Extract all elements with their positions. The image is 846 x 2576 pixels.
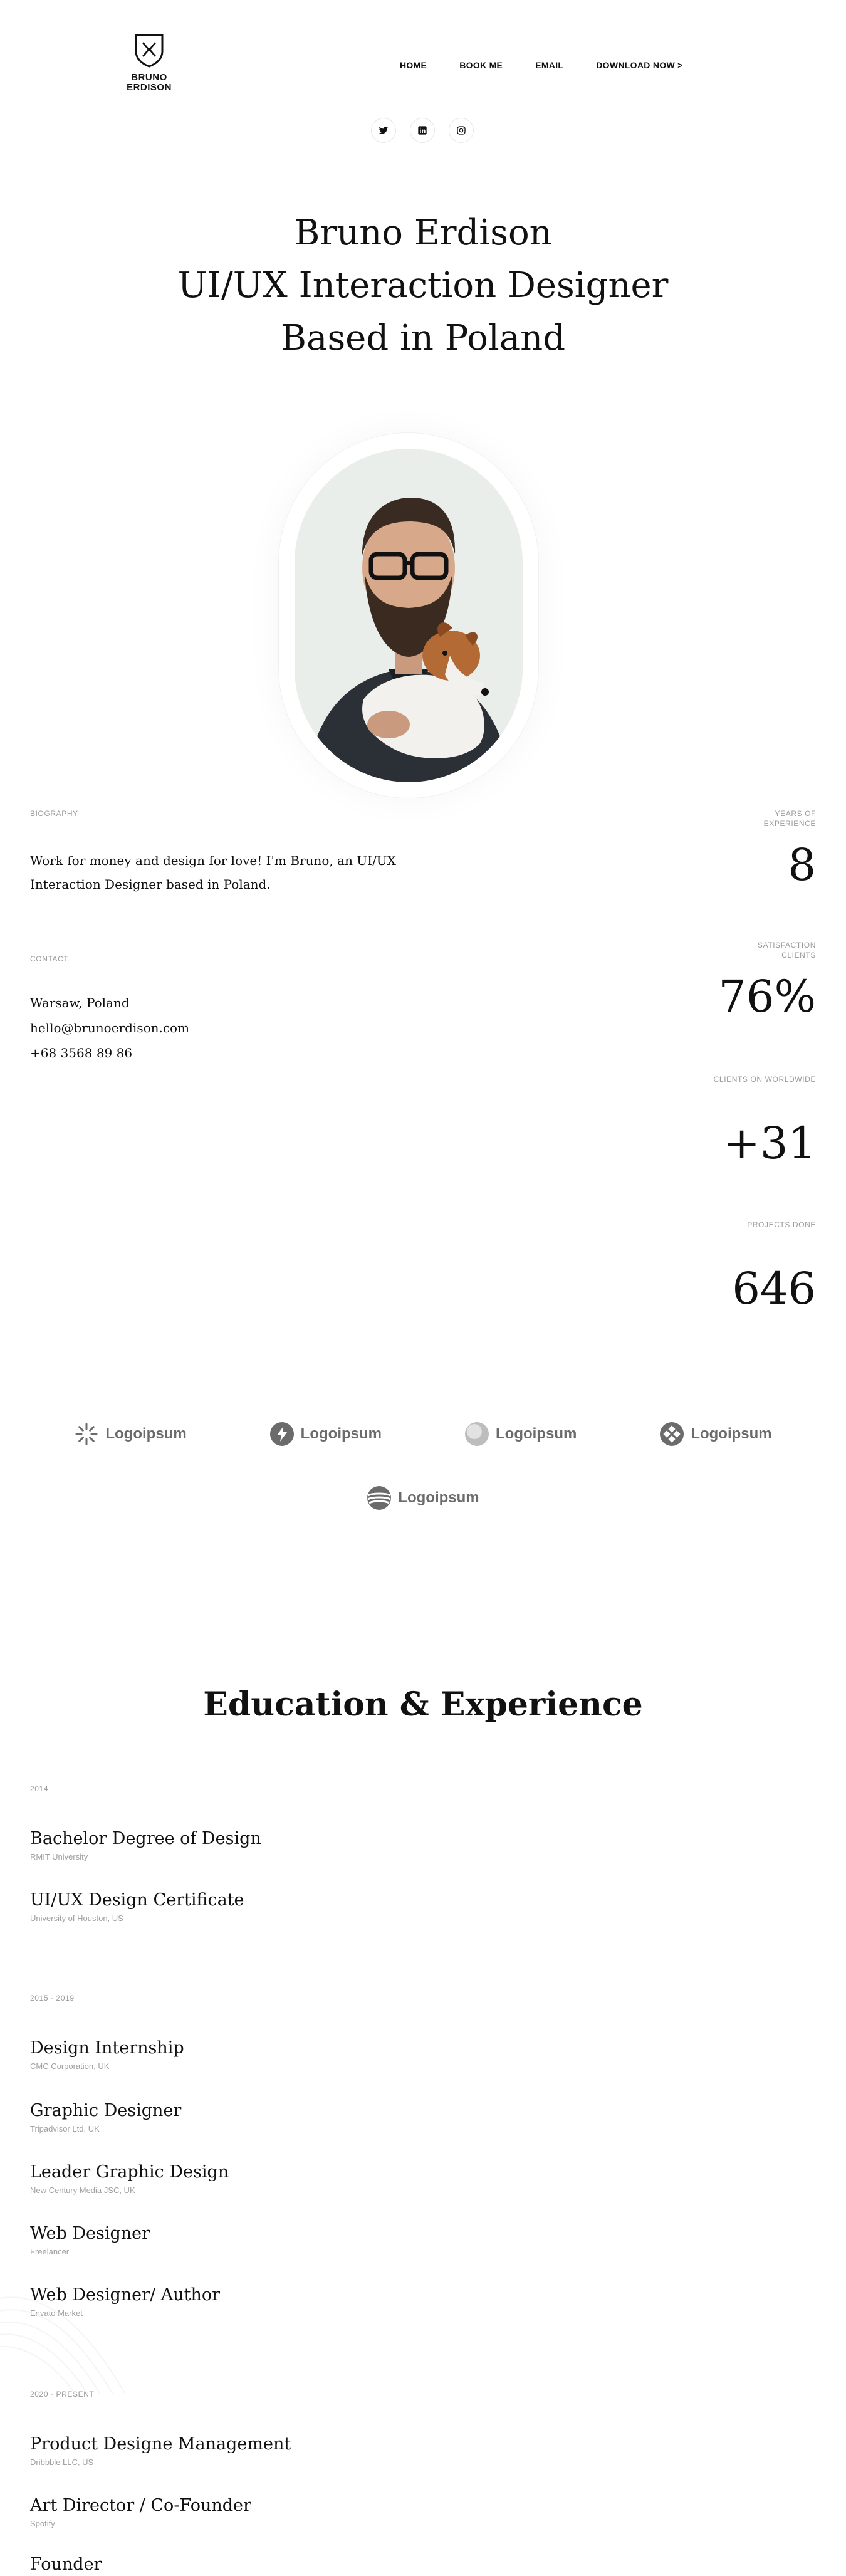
client-logo-name: Logoipsum	[300, 1425, 382, 1442]
biography-text: Work for money and design for love! I'm Bruno, an UI/UX Interaction Designer based in Poland.	[30, 853, 396, 892]
linkedin-link[interactable]	[410, 118, 435, 143]
experience-entry	[30, 2037, 184, 2072]
entry-title: Bachelor Degree of Design	[30, 1829, 261, 1848]
experience-entry	[30, 1889, 244, 1924]
client-logo[interactable]	[464, 1422, 577, 1447]
instagram-link[interactable]	[449, 118, 474, 143]
decorative-swirl	[0, 2231, 163, 2394]
period-label: 2015 - 2019	[30, 1994, 75, 2003]
sphere-logo-icon	[464, 1422, 489, 1447]
nav-book-me[interactable]: BOOK ME	[459, 60, 503, 70]
nav-download-now[interactable]: DOWNLOAD NOW >	[596, 60, 683, 70]
client-logo-name: Logoipsum	[691, 1425, 772, 1442]
site-logo[interactable]	[123, 33, 175, 93]
stat-label: CLIENTS ON WORLDWIDE	[713, 1075, 816, 1084]
portrait-illustration	[295, 449, 523, 782]
entry-subtitle: Spotify	[30, 2519, 55, 2528]
biography-label: BIOGRAPHY	[30, 809, 78, 818]
client-logo[interactable]	[367, 1485, 479, 1511]
experience-entry	[30, 2100, 181, 2135]
experience-entry	[30, 2161, 229, 2196]
hero-line-3: Based in Poland	[280, 318, 566, 359]
experience-entry	[30, 1828, 261, 1863]
shield-logo-icon	[133, 33, 165, 68]
entry-title: Design Internship	[30, 2038, 184, 2058]
contact-label: CONTACT	[30, 955, 69, 963]
entry-subtitle: New Century Media JSC, UK	[30, 2186, 135, 2195]
stat-projects-done	[732, 1220, 816, 1314]
experience-entry	[30, 2553, 102, 2576]
twitter-icon	[379, 125, 389, 135]
sunburst-logo-icon	[74, 1422, 99, 1447]
entry-title: UI/UX Design Certificate	[30, 1890, 244, 1910]
entry-title: Founder	[30, 2555, 102, 2574]
client-logo[interactable]	[269, 1422, 382, 1447]
client-logo[interactable]	[659, 1422, 771, 1447]
stat-value: +31	[723, 1118, 816, 1169]
diamond-logo-icon	[659, 1422, 684, 1447]
stat-years-experience	[734, 809, 816, 890]
nav-home[interactable]: HOME	[400, 60, 427, 70]
contact-phone[interactable]: +68 3568 89 86	[30, 1045, 133, 1060]
entry-subtitle: CMC Corporation, UK	[30, 2061, 110, 2071]
entry-title: Graphic Designer	[30, 2101, 182, 2120]
contact-details	[30, 990, 189, 1065]
social-links	[371, 118, 474, 143]
main-nav	[400, 60, 683, 70]
client-logo[interactable]	[74, 1422, 186, 1447]
linkedin-icon	[417, 125, 427, 135]
entry-title: Product Designe Management	[30, 2434, 291, 2454]
hero-line-2: UI/UX Interaction Designer	[177, 265, 669, 306]
contact-email[interactable]: hello@brunoerdison.com	[30, 1020, 190, 1035]
experience-entry	[30, 2433, 291, 2468]
entry-subtitle: Envato Market	[30, 2308, 83, 2318]
education-section-title: Education & Experience	[203, 1685, 643, 1724]
contact-city: Warsaw, Poland	[30, 995, 130, 1010]
stat-label: PROJECTS DONE	[747, 1220, 816, 1229]
entry-subtitle: University of Houston, US	[30, 1914, 123, 1923]
entry-subtitle: Freelancer	[30, 2247, 70, 2256]
logo-text-line1: BRUNO	[131, 72, 167, 83]
bolt-logo-icon	[269, 1422, 295, 1447]
entry-subtitle: RMIT University	[30, 1852, 88, 1861]
client-logo-name: Logoipsum	[496, 1425, 577, 1442]
nav-email[interactable]: EMAIL	[535, 60, 564, 70]
portrait-frame	[278, 432, 539, 798]
stat-satisfaction-clients	[718, 940, 816, 1022]
entry-subtitle: Tripadvisor Ltd, UK	[30, 2124, 100, 2134]
wave-logo-icon	[367, 1485, 392, 1511]
hero-title	[0, 207, 846, 365]
stat-value: 76%	[718, 971, 816, 1022]
client-logos-row-1	[0, 1422, 846, 1447]
client-logo-name: Logoipsum	[398, 1489, 479, 1506]
client-logos-row-2	[0, 1485, 846, 1511]
twitter-link[interactable]	[371, 118, 396, 143]
stat-value: 646	[732, 1263, 816, 1314]
stat-label: SATISFACTION CLIENTS	[758, 941, 816, 960]
logo-text-line2: ERDISON	[127, 82, 172, 93]
stat-value: 8	[788, 839, 816, 891]
stat-label: YEARS OF EXPERIENCE	[763, 809, 816, 828]
entry-title: Web Designer/ Author	[30, 2285, 221, 2305]
stat-clients-worldwide	[691, 1074, 816, 1168]
entry-title: Leader Graphic Design	[30, 2162, 229, 2182]
experience-entry	[30, 2495, 251, 2530]
client-logo-name: Logoipsum	[105, 1425, 187, 1442]
hero-line-1: Bruno Erdison	[294, 212, 552, 253]
entry-title: Web Designer	[30, 2224, 150, 2243]
period-label: 2014	[30, 1784, 49, 1793]
entry-title: Art Director / Co-Founder	[30, 2496, 251, 2515]
period-label: 2020 - PRESENT	[30, 2390, 95, 2399]
portrait-photo	[295, 449, 523, 782]
entry-subtitle: Dribbble LLC, US	[30, 2458, 94, 2467]
instagram-icon	[456, 125, 466, 135]
